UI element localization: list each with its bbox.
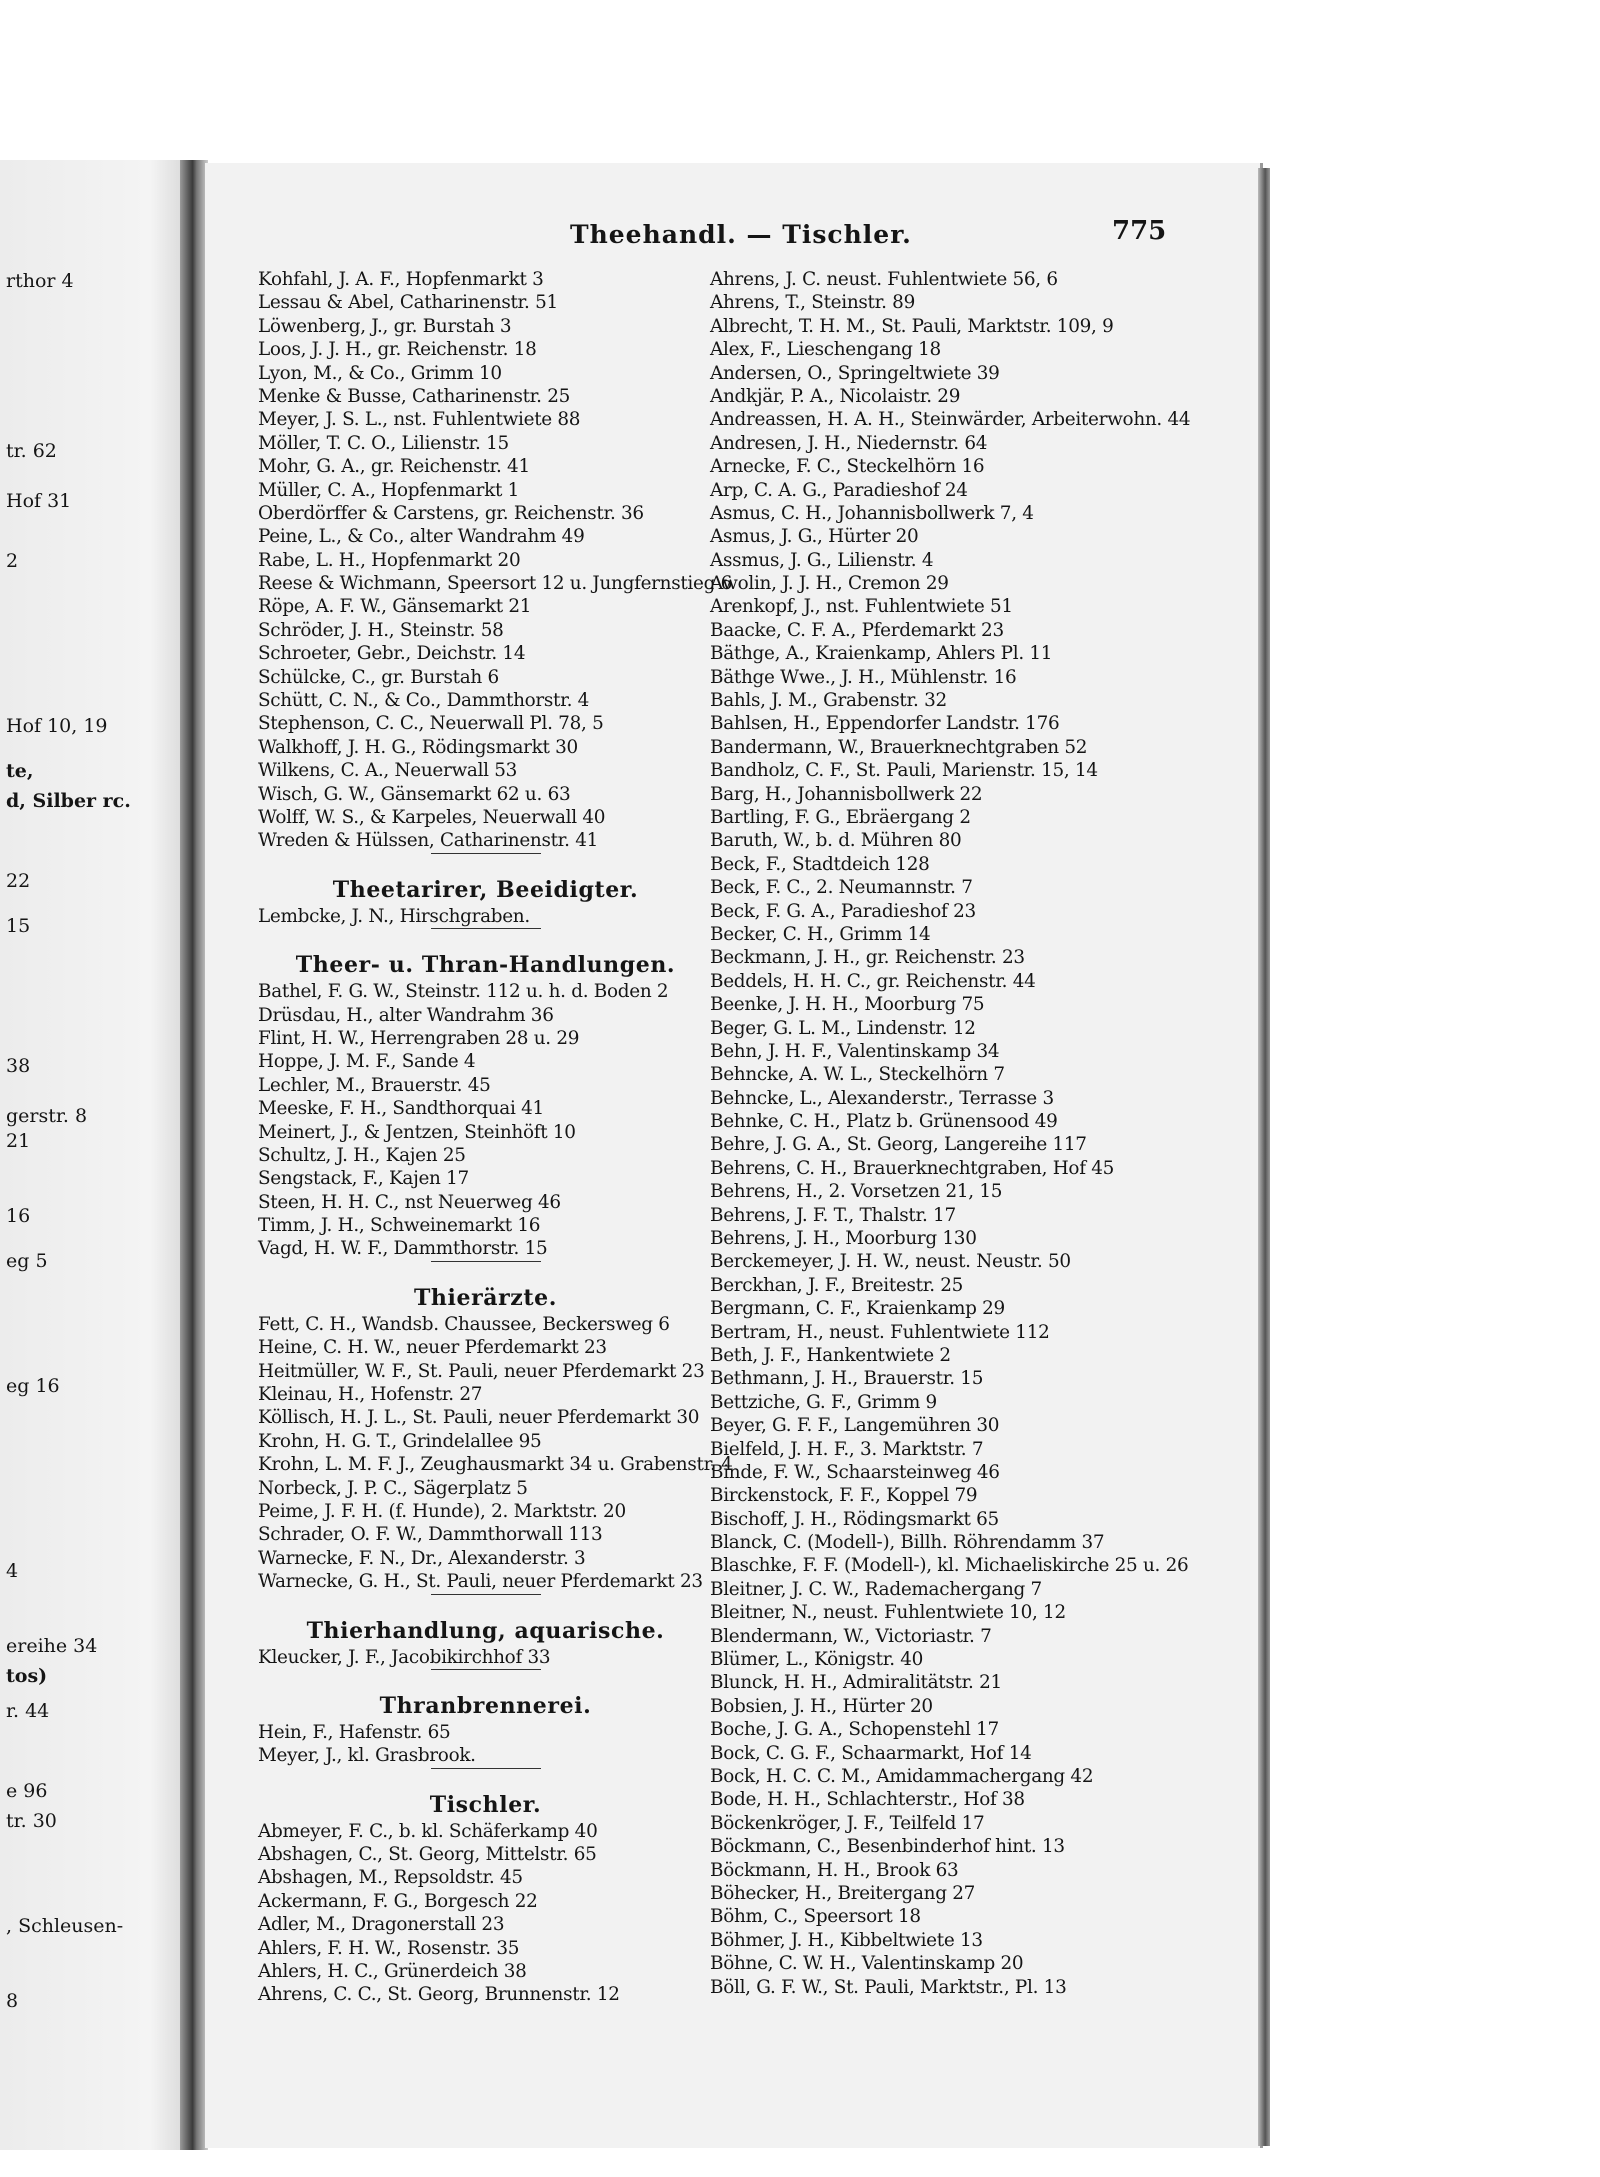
page-number: 775 xyxy=(1112,216,1167,246)
directory-entry: Bock, C. G. F., Schaarmarkt, Hof 14 xyxy=(710,1742,1032,1764)
directory-entry: Drüsdau, H., alter Wandrahm 36 xyxy=(258,1004,554,1026)
directory-entry: Abmeyer, F. C., b. kl. Schäferkamp 40 xyxy=(258,1820,598,1842)
directory-entry: Wilkens, C. A., Neuerwall 53 xyxy=(258,760,518,782)
directory-entry: Wisch, G. W., Gänsemarkt 62 u. 63 xyxy=(258,783,571,805)
directory-entry: Böll, G. F. W., St. Pauli, Marktstr., Pl. 13 xyxy=(710,1976,1067,1998)
directory-entry: Stephenson, C. C., Neuerwall Pl. 78, 5 xyxy=(258,713,604,735)
section-heading: Tischler. xyxy=(429,1791,542,1818)
directory-entry: Berckhan, J. F., Breitestr. 25 xyxy=(710,1274,964,1296)
directory-entry: Köllisch, H. J. L., St. Pauli, neuer Pferdemarkt 30 xyxy=(258,1407,700,1429)
directory-entry: Barg, H., Johannisbollwerk 22 xyxy=(710,783,983,805)
directory-entry: Beenke, J. H. H., Moorburg 75 xyxy=(710,994,985,1016)
directory-entry: Fett, C. H., Wandsb. Chaussee, Beckersweg 6 xyxy=(258,1313,670,1335)
directory-entry: Blanck, C. (Modell-), Billh. Röhrendamm 37 xyxy=(710,1532,1105,1554)
directory-entry: Behncke, L., Alexanderstr., Terrasse 3 xyxy=(710,1087,1054,1109)
directory-entry: Blaschke, F. F. (Modell-), kl. Michaeliskirche 25 u. 26 xyxy=(710,1555,1189,1577)
directory-entry: Beck, F., Stadtdeich 128 xyxy=(710,853,930,875)
directory-entry: Behrens, H., 2. Vorsetzen 21, 15 xyxy=(710,1181,1003,1203)
directory-entry: Behnke, C. H., Platz b. Grünensood 49 xyxy=(710,1111,1058,1133)
directory-entry: Bettziche, G. F., Grimm 9 xyxy=(710,1391,937,1413)
trade-section xyxy=(258,928,713,1261)
directory-entry: Meyer, J., kl. Grasbrook. xyxy=(258,1745,476,1767)
left-page-fragment: eg 5 xyxy=(6,1250,48,1272)
left-page-fragment: 15 xyxy=(6,915,31,937)
directory-entry: Norbeck, J. P. C., Sägerplatz 5 xyxy=(258,1477,528,1499)
directory-entry: Schultz, J. H., Kajen 25 xyxy=(258,1144,466,1166)
directory-entry: Albrecht, T. H. M., St. Pauli, Marktstr. 109, 9 xyxy=(710,315,1114,337)
directory-entry: Assmus, J. G., Lilienstr. 4 xyxy=(710,549,934,571)
directory-entry: Meyer, J. S. L., nst. Fuhlentwiete 88 xyxy=(258,409,581,431)
directory-entry: Meinert, J., & Jentzen, Steinhöft 10 xyxy=(258,1121,576,1143)
directory-entry: Ahlers, H. C., Grünerdeich 38 xyxy=(258,1961,527,1983)
directory-entry: Krohn, L. M. F. J., Zeughausmarkt 34 u. Grabenstr. 4 xyxy=(258,1454,733,1476)
trade-section xyxy=(258,1594,713,1669)
directory-entry: Hein, F., Hafenstr. 65 xyxy=(258,1721,451,1743)
left-page-fragment: gerstr. 8 xyxy=(6,1105,88,1127)
left-page-fragment: te, xyxy=(6,760,34,782)
directory-entry: Schröder, J. H., Steinstr. 58 xyxy=(258,619,504,641)
directory-entry: Walkhoff, J. H. G., Rödingsmarkt 30 xyxy=(258,736,578,758)
directory-entry: Beddels, H. H. C., gr. Reichenstr. 44 xyxy=(710,970,1036,992)
directory-entry: Arenkopf, J., nst. Fuhlentwiete 51 xyxy=(710,596,1013,618)
directory-entry: Bleitner, N., neust. Fuhlentwiete 10, 12 xyxy=(710,1602,1066,1624)
directory-entry: Becker, C. H., Grimm 14 xyxy=(710,923,931,945)
directory-entry: Lembcke, J. N., Hirschgraben. xyxy=(258,905,530,927)
directory-entry: Arp, C. A. G., Paradieshof 24 xyxy=(710,479,968,501)
directory-entry: Abshagen, M., Repsoldstr. 45 xyxy=(258,1867,523,1889)
directory-entry: Böhecker, H., Breitergang 27 xyxy=(710,1882,976,1904)
directory-entry: Behrens, J. H., Moorburg 130 xyxy=(710,1228,977,1250)
directory-entry: Behrens, C. H., Brauerknechtgraben, Hof 45 xyxy=(710,1157,1115,1179)
directory-entry: Baruth, W., b. d. Mühren 80 xyxy=(710,830,962,852)
section-heading: Theer- u. Thran-Handlungen. xyxy=(295,952,676,979)
directory-entry: Asmus, J. G., Hürter 20 xyxy=(710,526,919,548)
left-page-fragment: tos) xyxy=(6,1665,48,1687)
left-page-fragment: Hof 31 xyxy=(6,490,72,512)
directory-entry: Berckemeyer, J. H. W., neust. Neustr. 50 xyxy=(710,1251,1071,1273)
separator-rule xyxy=(431,1669,541,1670)
directory-entry: Schroeter, Gebr., Deichstr. 14 xyxy=(258,643,526,665)
directory-entry: Alex, F., Lieschengang 18 xyxy=(710,339,941,361)
directory-entry: Beyer, G. F. F., Langemühren 30 xyxy=(710,1415,1000,1437)
running-head: Theehandl. — Tischler. xyxy=(570,220,912,249)
directory-entry: Kohfahl, J. A. F., Hopfenmarkt 3 xyxy=(258,269,544,290)
separator-rule xyxy=(431,853,541,854)
directory-entry: Ahrens, C. C., St. Georg, Brunnenstr. 12 xyxy=(258,1984,620,2006)
directory-entry: Beck, F. G. A., Paradieshof 23 xyxy=(710,900,976,922)
directory-entry: Andkjär, P. A., Nicolaistr. 29 xyxy=(710,385,961,407)
directory-entry: Heine, C. H. W., neuer Pferdemarkt 23 xyxy=(258,1337,607,1359)
directory-entry: Awolin, J. J. H., Cremon 29 xyxy=(710,573,949,595)
left-page-fragment: d, Silber rc. xyxy=(6,790,131,812)
left-page-fragment: ereihe 34 xyxy=(6,1635,98,1657)
directory-entry: Lechler, M., Brauerstr. 45 xyxy=(258,1074,491,1096)
directory-entry: Bathel, F. G. W., Steinstr. 112 u. h. d. Boden 2 xyxy=(258,981,669,1003)
directory-entry: Behre, J. G. A., St. Georg, Langereihe 117 xyxy=(710,1134,1087,1156)
directory-entry: Meeske, F. H., Sandthorquai 41 xyxy=(258,1098,544,1120)
directory-entry: Menke & Busse, Catharinenstr. 25 xyxy=(258,385,571,407)
directory-entry: Bergmann, C. F., Kraienkamp 29 xyxy=(710,1298,1005,1320)
directory-entry: Lessau & Abel, Catharinenstr. 51 xyxy=(258,292,558,314)
directory-entry: Binde, F. W., Schaarsteinweg 46 xyxy=(710,1461,1000,1483)
directory-entry: Krohn, H. G. T., Grindelallee 95 xyxy=(258,1430,542,1452)
left-page-fragment: tr. 62 xyxy=(6,440,57,462)
directory-entry: Ahlers, F. H. W., Rosenstr. 35 xyxy=(258,1937,520,1959)
directory-entry: Böckenkröger, J. F., Teilfeld 17 xyxy=(710,1812,985,1834)
left-page-fragment: 8 xyxy=(6,1990,19,2012)
trade-section xyxy=(258,1261,733,1594)
directory-entry: Andreassen, H. A. H., Steinwärder, Arbeiterwohn. 44 xyxy=(710,409,1191,431)
left-page-fragment: rthor 4 xyxy=(6,270,74,292)
directory-entry: Bandholz, C. F., St. Pauli, Marienstr. 15, 14 xyxy=(710,760,1098,782)
directory-entry: Andersen, O., Springeltwiete 39 xyxy=(710,362,1000,384)
left-column xyxy=(258,268,733,2007)
directory-entry: Bischoff, J. H., Rödingsmarkt 65 xyxy=(710,1508,999,1530)
directory-entry: Vagd, H. W. F., Dammthorstr. 15 xyxy=(258,1238,548,1260)
directory-entry: Abshagen, C., St. Georg, Mittelstr. 65 xyxy=(258,1844,597,1866)
trade-section xyxy=(258,1768,713,2007)
directory-entry: Wolff, W. S., & Karpeles, Neuerwall 40 xyxy=(258,806,606,828)
directory-entry: Warnecke, F. N., Dr., Alexanderstr. 3 xyxy=(258,1547,586,1569)
directory-entry: Schrader, O. F. W., Dammthorwall 113 xyxy=(258,1524,603,1546)
directory-entry: Böhne, C. W. H., Valentinskamp 20 xyxy=(710,1953,1024,1975)
directory-entry: Wreden & Hülssen, Catharinenstr. 41 xyxy=(258,830,599,852)
left-page-fragment: e 96 xyxy=(6,1780,48,1802)
directory-entry: Blendermann, W., Victoriastr. 7 xyxy=(710,1625,992,1647)
left-page-fragment: Hof 10, 19 xyxy=(6,715,108,737)
directory-entry: Bobsien, J. H., Hürter 20 xyxy=(710,1695,933,1717)
section-heading: Thranbrennerei. xyxy=(379,1692,592,1719)
directory-entry: Kleinau, H., Hofenstr. 27 xyxy=(258,1384,483,1406)
trade-sections xyxy=(258,853,733,2007)
directory-entry: Peine, L., & Co., alter Wandrahm 49 xyxy=(258,526,585,548)
directory-entry: Warnecke, G. H., St. Pauli, neuer Pferdemarkt 23 xyxy=(258,1571,703,1593)
left-page-fragment: 22 xyxy=(6,870,31,892)
left-page-fragment: 38 xyxy=(6,1055,31,1077)
directory-entry: Bahls, J. M., Grabenstr. 32 xyxy=(710,690,947,712)
directory-entry: Schütt, C. N., & Co., Dammthorstr. 4 xyxy=(258,690,590,712)
directory-entry: Möller, T. C. O., Lilienstr. 15 xyxy=(258,432,509,454)
left-page-fragment: 2 xyxy=(6,550,19,572)
directory-entry: Birckenstock, F. F., Koppel 79 xyxy=(710,1485,978,1507)
directory-entry: Beck, F. C., 2. Neumannstr. 7 xyxy=(710,877,973,899)
left-page-fragment: 21 xyxy=(6,1130,31,1152)
directory-entry: Böckmann, C., Besenbinderhof hint. 13 xyxy=(710,1836,1065,1858)
directory-entry: Baacke, C. F. A., Pferdemarkt 23 xyxy=(710,619,1004,641)
left-page-fragment: 16 xyxy=(6,1205,31,1227)
directory-entry: Lyon, M., & Co., Grimm 10 xyxy=(258,362,502,384)
trade-section xyxy=(258,1669,713,1768)
directory-entry: Behrens, J. F. T., Thalstr. 17 xyxy=(710,1204,956,1226)
directory-entry: Timm, J. H., Schweinemarkt 16 xyxy=(258,1215,541,1237)
directory-entry: Müller, C. A., Hopfenmarkt 1 xyxy=(258,479,520,501)
directory-entry: Adler, M., Dragonerstall 23 xyxy=(258,1914,505,1936)
directory-entry: Kleucker, J. F., Jacobikirchhof 33 xyxy=(258,1646,551,1668)
directory-entry: Böhm, C., Speersort 18 xyxy=(710,1906,921,1928)
directory-entry: Blunck, H. H., Admiralitätstr. 21 xyxy=(710,1672,1002,1694)
directory-entry: Bethmann, J. H., Brauerstr. 15 xyxy=(710,1368,984,1390)
left-page-fragment: eg 16 xyxy=(6,1375,60,1397)
separator-rule xyxy=(431,1594,541,1595)
left-page-fragment: 4 xyxy=(6,1560,19,1582)
left-page-fragment: , Schleusen- xyxy=(6,1915,124,1937)
directory-entry: Bäthge Wwe., J. H., Mühlenstr. 16 xyxy=(710,666,1017,688)
directory-entry: Boche, J. G. A., Schopenstehl 17 xyxy=(710,1719,999,1741)
directory-entry: Flint, H. W., Herrengraben 28 u. 29 xyxy=(258,1027,580,1049)
separator-rule xyxy=(431,1768,541,1769)
directory-entry: Löwenberg, J., gr. Burstah 3 xyxy=(258,315,512,337)
directory-entry: Bäthge, A., Kraienkamp, Ahlers Pl. 11 xyxy=(710,643,1053,665)
right-column xyxy=(710,268,1191,1999)
directory-entry: Ahrens, J. C. neust. Fuhlentwiete 56, 6 xyxy=(710,269,1058,290)
directory-entry: Bandermann, W., Brauerknechtgraben 52 xyxy=(710,736,1088,758)
tischler-list-continued xyxy=(710,268,1191,1999)
directory-entry: Hoppe, J. M. F., Sande 4 xyxy=(258,1051,476,1073)
directory-entry: Sengstack, F., Kajen 17 xyxy=(258,1168,469,1190)
directory-entry: Heitmüller, W. F., St. Pauli, neuer Pferdemarkt 23 xyxy=(258,1360,705,1382)
directory-entry: Bertram, H., neust. Fuhlentwiete 112 xyxy=(710,1321,1050,1343)
teehandel-list xyxy=(258,268,733,853)
directory-entry: Behncke, A. W. L., Steckelhörn 7 xyxy=(710,1064,1005,1086)
directory-entry: Rabe, L. H., Hopfenmarkt 20 xyxy=(258,549,521,571)
directory-entry: Behn, J. H. F., Valentinskamp 34 xyxy=(710,1040,1000,1062)
directory-entry: Reese & Wichmann, Speersort 12 u. Jungfernstieg 6 xyxy=(258,573,733,595)
left-page-fragment: r. 44 xyxy=(6,1700,50,1722)
directory-entry: Bahlsen, H., Eppendorfer Landstr. 176 xyxy=(710,713,1060,735)
book-gutter xyxy=(180,160,208,2150)
directory-entry: Röpe, A. F. W., Gänsemarkt 21 xyxy=(258,596,532,618)
directory-entry: Mohr, G. A., gr. Reichenstr. 41 xyxy=(258,456,530,478)
directory-entry: Loos, J. J. H., gr. Reichenstr. 18 xyxy=(258,339,537,361)
directory-entry: Asmus, C. H., Johannisbollwerk 7, 4 xyxy=(710,502,1034,524)
trade-section xyxy=(258,853,713,928)
directory-entry: Ahrens, T., Steinstr. 89 xyxy=(710,292,915,314)
directory-entry: Bartling, F. G., Ebräergang 2 xyxy=(710,806,971,828)
separator-rule xyxy=(431,928,541,929)
directory-entry: Böhmer, J. H., Kibbeltwiete 13 xyxy=(710,1929,983,1951)
left-page-fragment: tr. 30 xyxy=(6,1810,57,1832)
directory-entry: Bielfeld, J. H. F., 3. Marktstr. 7 xyxy=(710,1438,984,1460)
section-heading: Thierärzte. xyxy=(413,1284,558,1311)
directory-entry: Böckmann, H. H., Brook 63 xyxy=(710,1859,959,1881)
directory-entry: Andresen, J. H., Niedernstr. 64 xyxy=(710,432,988,454)
section-heading: Thierhandlung, aquarische. xyxy=(306,1617,665,1644)
separator-rule xyxy=(431,1261,541,1262)
directory-entry: Oberdörffer & Carstens, gr. Reichenstr. 36 xyxy=(258,502,644,524)
directory-entry: Bode, H. H., Schlachterstr., Hof 38 xyxy=(710,1789,1025,1811)
directory-entry: Schülcke, C., gr. Burstah 6 xyxy=(258,666,499,688)
directory-entry: Ackermann, F. G., Borgesch 22 xyxy=(258,1890,538,1912)
directory-entry: Bock, H. C. C. M., Amidammachergang 42 xyxy=(710,1766,1094,1787)
directory-entry: Bleitner, J. C. W., Rademachergang 7 xyxy=(710,1578,1042,1600)
directory-entry: Blümer, L., Königstr. 40 xyxy=(710,1649,924,1671)
page-edge-shadow xyxy=(1258,168,1270,2146)
directory-entry: Steen, H. H. C., nst Neuerweg 46 xyxy=(258,1191,561,1213)
directory-entry: Peime, J. F. H. (f. Hunde), 2. Marktstr. 20 xyxy=(258,1500,626,1522)
directory-entry: Beckmann, J. H., gr. Reichenstr. 23 xyxy=(710,947,1025,969)
directory-entry: Beger, G. L. M., Lindenstr. 12 xyxy=(710,1017,976,1039)
directory-entry: Beth, J. F., Hankentwiete 2 xyxy=(710,1344,951,1366)
section-heading: Theetarirer, Beeidigter. xyxy=(332,876,639,903)
directory-entry: Arnecke, F. C., Steckelhörn 16 xyxy=(710,456,985,478)
